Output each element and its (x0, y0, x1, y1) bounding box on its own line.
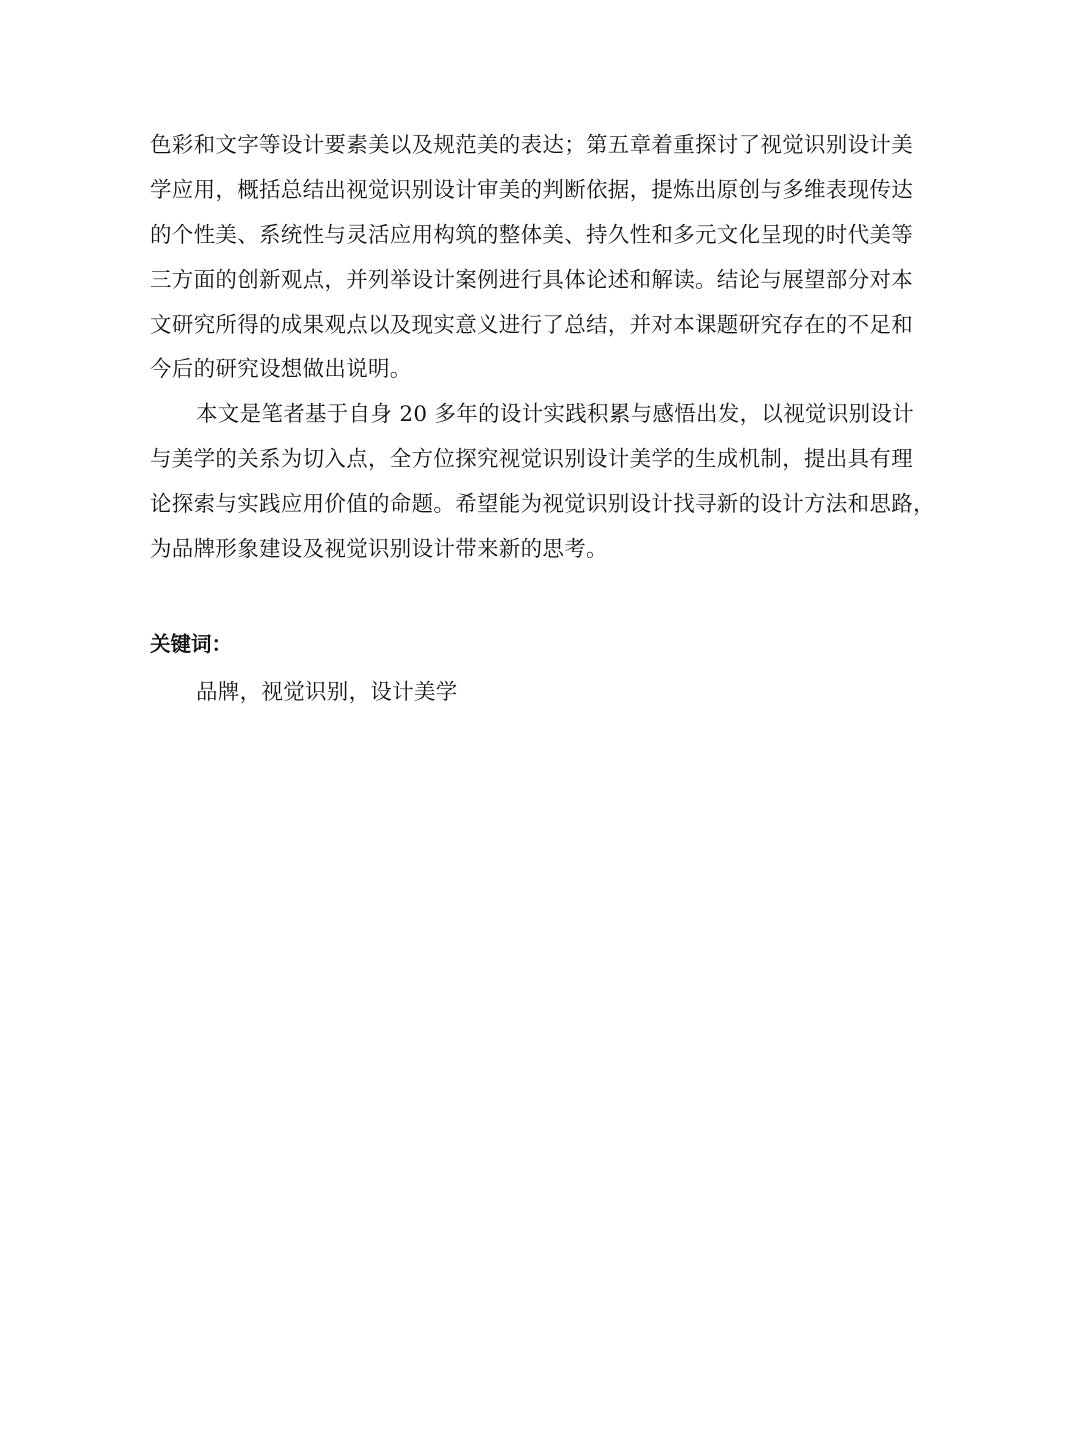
paragraph-1-line-1: 色彩和文字等设计要素美以及规范美的表达；第五章着重探讨了视觉识别设计美 (150, 133, 914, 158)
paragraph-1-line-3: 的个性美、系统性与灵活应用构筑的整体美、持久性和多元文化呈现的时代美等 (150, 222, 914, 248)
paragraph-2-line-4: 为品牌形象建设及视觉识别设计带来新的思考。 (150, 537, 608, 563)
paragraph-2-line-2: 与美学的关系为切入点，全方位探究视觉识别设计美学的生成机制，提出具有理 (150, 447, 914, 473)
abstract-body (150, 124, 950, 573)
paragraph-2-line-3: 论探索与实践应用价值的命题。希望能为视觉识别设计找寻新的设计方法和思路， (150, 492, 935, 518)
paragraph-1-line-4: 三方面的创新观点，并列举设计案例进行具体论述和解读。结论与展望部分对本 (150, 267, 914, 293)
paragraph-1-line-6: 今后的研究设想做出说明。 (150, 357, 412, 383)
paragraph-1-line-5: 文研究所得的成果观点以及现实意义进行了总结，并对本课题研究存在的不足和 (150, 312, 914, 338)
keywords-value: 品牌，视觉识别，设计美学 (196, 680, 458, 705)
keywords-label: 关键词： (150, 632, 232, 656)
paragraph-1-line-2: 学应用，概括总结出视觉识别设计审美的判断依据，提炼出原创与多维表现传达 (150, 177, 914, 203)
paragraph-2-line-1: 本文是笔者基于自身 20 多年的设计实践积累与感悟出发，以视觉识别设计 (196, 402, 915, 428)
